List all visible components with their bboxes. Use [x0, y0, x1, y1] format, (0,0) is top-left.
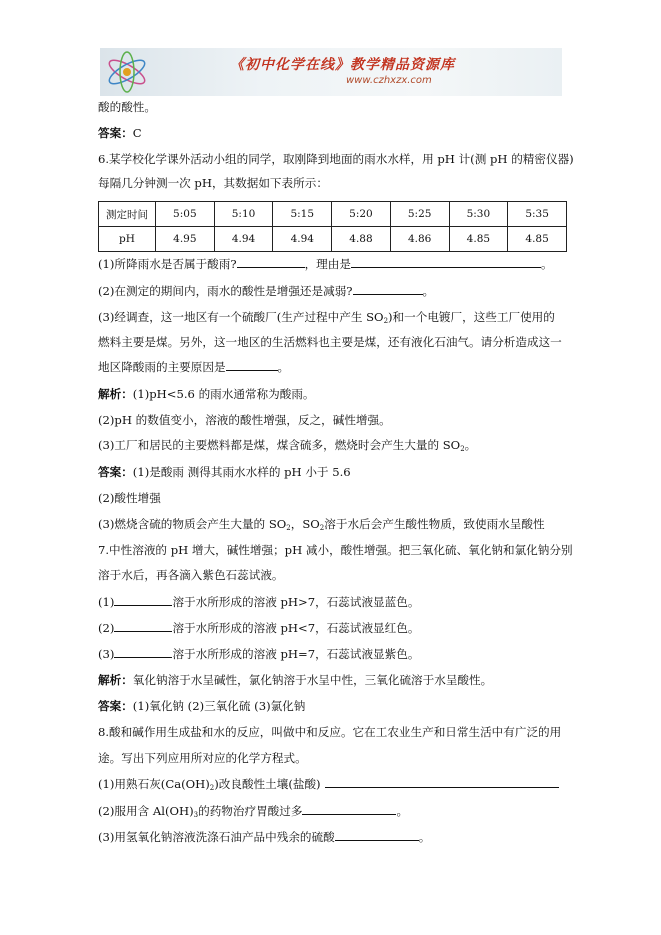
- table-cell: 5:05: [156, 202, 215, 227]
- question-6-line2: 每隔几分钟测一次 pH，其数据如下表所示：: [98, 176, 328, 190]
- answer-blank[interactable]: [302, 803, 396, 815]
- header-title: 《初中化学在线》教学精品资源库: [230, 57, 455, 73]
- table-cell: 5:15: [273, 202, 332, 227]
- table-cell: 测定时间: [99, 202, 156, 227]
- answer-blank[interactable]: [353, 283, 423, 295]
- question-7-line2: 溶于水后，再各滴入紫色石蕊试液。: [98, 568, 284, 582]
- question-6-2: (2)在测定的期间内，雨水的酸性是增强还是减弱? 。: [98, 284, 435, 298]
- table-cell: 4.95: [156, 227, 215, 252]
- answer-line: 答案：C: [98, 126, 142, 140]
- question-8-3: (3)用氢氧化钠溶液洗涤石油产品中残余的硫酸 。: [98, 830, 431, 844]
- analysis-6-3: (3)工厂和居民的主要燃料都是煤，煤含硫多，燃烧时会产生大量的 $SO_2$。: [98, 438, 477, 453]
- answer-blank[interactable]: [335, 829, 419, 841]
- question-7: 7.中性溶液的 pH 增大，碱性增强；pH 减小，酸性增强。把三氧化硫、氧化钠和氯化钠分别: [98, 543, 573, 557]
- answer-blank[interactable]: [325, 776, 559, 788]
- analysis-6-2: (2)pH 的数值变小，溶液的酸性增强，反之，碱性增强。: [98, 413, 391, 427]
- answer-6: 答案：(1)是酸雨 测得其雨水水样的 pH 小于 5.6: [98, 465, 351, 479]
- question-8: 8.酸和碱作用生成盐和水的反应，叫做中和反应。它在工农业生产和日常生活中有广泛的用: [98, 725, 562, 739]
- text-line: 酸的酸性。: [98, 100, 156, 114]
- table-cell: 5:25: [390, 202, 449, 227]
- question-6: 6.某学校化学课外活动小组的同学，取刚降到地面的雨水水样，用 pH 计(测 pH 的精密仪器): [98, 152, 574, 166]
- table-row: [99, 202, 567, 227]
- question-8-line2: 途。写出下列应用所对应的化学方程式。: [98, 751, 307, 765]
- question-7-1: (1) 溶于水所形成的溶液 pH>7，石蕊试液显蓝色。: [98, 595, 420, 609]
- table-cell: 4.85: [449, 227, 508, 252]
- ph-data-table: [98, 201, 567, 252]
- question-6-1: (1)所降雨水是否属于酸雨? ，理由是 。: [98, 257, 553, 271]
- table-cell: 4.94: [214, 227, 273, 252]
- answer-blank[interactable]: [237, 256, 305, 268]
- table-cell: 4.86: [390, 227, 449, 252]
- table-cell: 5:30: [449, 202, 508, 227]
- question-7-3: (3) 溶于水所形成的溶液 pH=7，石蕊试液显紫色。: [98, 647, 420, 661]
- answer-6-3: (3)燃烧含硫的物质会产生大量的 $SO_2$，$SO_2$溶于水后会产生酸性物质，致使雨水呈酸性: [98, 517, 545, 532]
- question-6-3-line3: 地区降酸雨的主要原因是 。: [98, 360, 290, 374]
- page-header-banner: [100, 48, 562, 96]
- analysis-6: 解析：(1)pH<5.6 的雨水通常称为酸雨。: [98, 387, 315, 401]
- answer-blank[interactable]: [226, 359, 278, 371]
- table-cell: 5:10: [214, 202, 273, 227]
- answer-7: 答案：(1)氧化钠 (2)三氧化硫 (3)氯化钠: [98, 699, 306, 713]
- question-6-3-line2: 燃料主要是煤。另外，这一地区的生活燃料也主要是煤，还有液化石油气。请分析造成这一: [98, 335, 562, 349]
- atom-logo-icon: [104, 50, 150, 94]
- table-cell: pH: [99, 227, 156, 252]
- table-cell: 4.94: [273, 227, 332, 252]
- table-cell: 4.88: [332, 227, 391, 252]
- analysis-7: 解析：氧化钠溶于水呈碱性，氯化钠溶于水呈中性，三氧化硫溶于水呈酸性。: [98, 673, 493, 687]
- table-cell: 5:35: [508, 202, 567, 227]
- question-7-2: (2) 溶于水所形成的溶液 pH<7，石蕊试液显红色。: [98, 621, 420, 635]
- answer-blank[interactable]: [114, 620, 172, 632]
- answer-blank[interactable]: [351, 256, 541, 268]
- header-url: www.czhxzx.com: [346, 75, 432, 86]
- table-row: [99, 227, 567, 252]
- answer-6-2: (2)酸性增强: [98, 491, 161, 505]
- question-6-3: (3)经调查，这一地区有一个硫酸厂(生产过程中产生 $SO_2$)和一个电镀厂，这些工厂使用的: [98, 310, 555, 325]
- question-8-2: (2)服用含 $Al(OH)_3$的药物治疗胃酸过多 。: [98, 804, 409, 819]
- answer-blank[interactable]: [114, 594, 172, 606]
- table-cell: 4.85: [508, 227, 567, 252]
- answer-blank[interactable]: [114, 646, 172, 658]
- table-cell: 5:20: [332, 202, 391, 227]
- question-8-1: (1)用熟石灰$(Ca(OH)_2)$改良酸性土壤(盐酸): [98, 776, 559, 796]
